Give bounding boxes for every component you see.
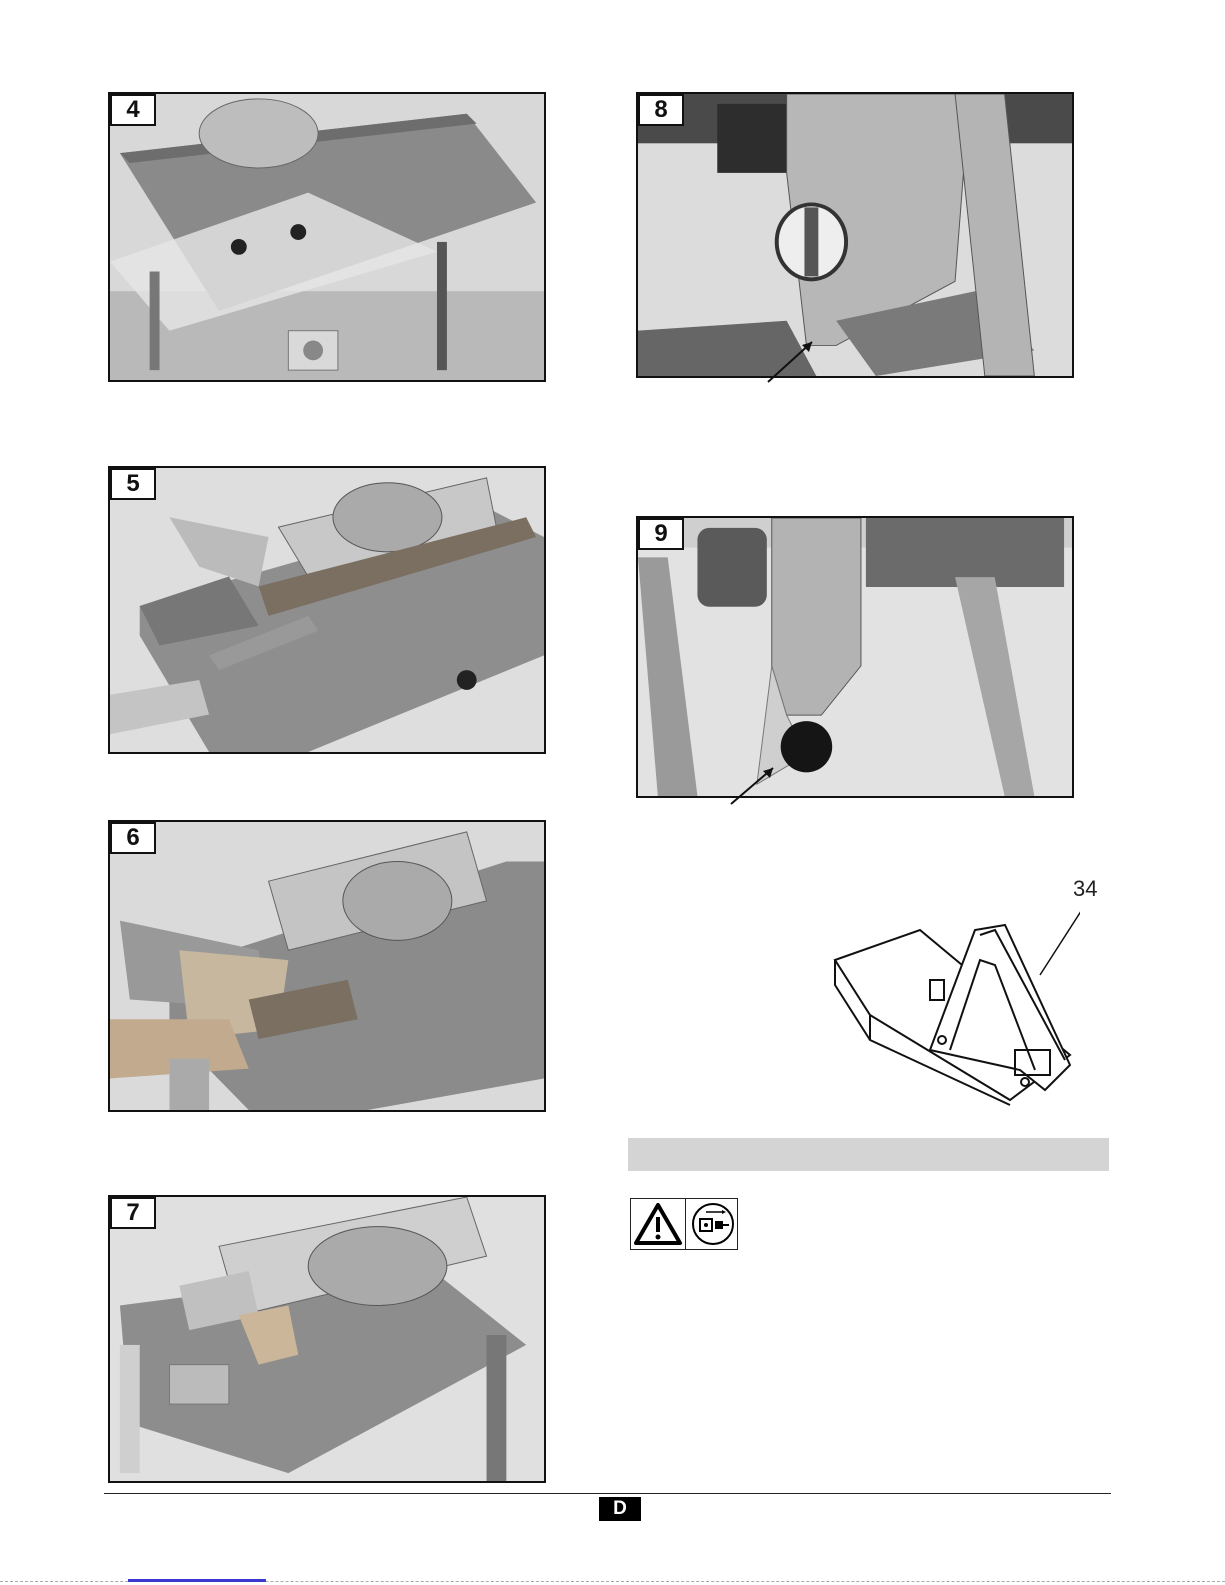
figure-4 — [108, 92, 546, 382]
figure-8-arrow — [760, 330, 820, 385]
figure-7-number: 7 — [110, 1197, 156, 1229]
figure-6-number: 6 — [110, 822, 156, 854]
figure-5-number: 5 — [110, 468, 156, 500]
figure-9-number: 9 — [638, 518, 684, 550]
figure-6 — [108, 820, 546, 1112]
figure-9-arrow — [725, 760, 780, 808]
footer-rule — [104, 1493, 1111, 1494]
callout-34: 34 — [1073, 876, 1098, 901]
unplug-icon — [685, 1199, 740, 1249]
figure-5 — [108, 466, 546, 754]
section-header-bar — [628, 1138, 1109, 1171]
push-stick-drawing — [830, 900, 1080, 1115]
safety-icons — [630, 1198, 738, 1250]
figure-9-photo — [638, 518, 1072, 796]
figure-9 — [636, 516, 1074, 798]
figure-7-photo — [110, 1197, 544, 1481]
language-badge: D — [599, 1497, 641, 1521]
figure-8-number: 8 — [638, 94, 684, 126]
callout-leader-line — [1040, 905, 1080, 975]
figure-8 — [636, 92, 1074, 378]
figure-5-photo — [110, 468, 544, 752]
figure-8-photo — [638, 94, 1072, 376]
figure-4-number: 4 — [110, 94, 156, 126]
warning-triangle-icon — [631, 1199, 685, 1249]
bottom-link-mark — [128, 1579, 266, 1582]
figure-7 — [108, 1195, 546, 1483]
figure-6-photo — [110, 822, 544, 1110]
figure-4-photo — [110, 94, 544, 380]
